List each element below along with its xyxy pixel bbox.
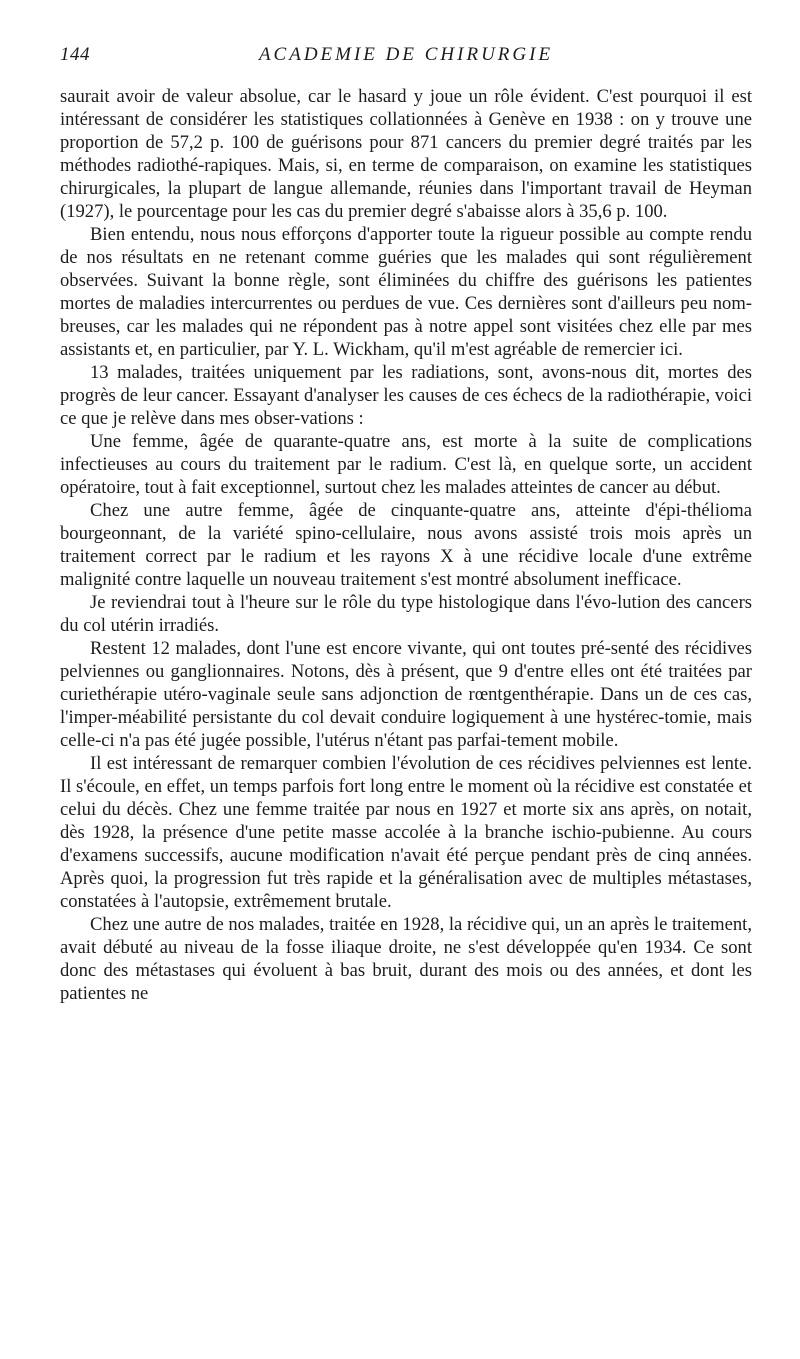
running-head (60, 44, 752, 72)
paragraph-case-44: Une femme, âgée de quarante-quatre ans, est morte à la suite de complications infectieuses au cours du traitement par le radium. C'est là, en quelque sorte, un accident opératoire, tout à fait exceptionnel, surtout chez les malades atteintes de cancer au début. (60, 431, 752, 498)
page-number: 144 (60, 44, 90, 65)
paragraph-failures: 13 malades, traitées uniquement par les radiations, sont, avons-nous dit, mortes des progrès de leur cancer. Essayant d'analyser les causes de ces échecs de la radiothérapie, voici ce que je relève dans mes obser-vations : (60, 362, 752, 429)
paragraph-continuation: saurait avoir de valeur absolue, car le hasard y joue un rôle évident. C'est pourquoi il est intéressant de considérer les statistiques collationnées à Genève en 1938 : on y trouve une proportion de 57,2 p. 100 de guérisons pour 871 cancers du premier degré traités par les méthodes radiothé-rapiques. Mais, si, en terme de comparaison, on examine les statistiques chirurgicales, la plupart de langue allemande, réunies dans l'important travail de Heyman (1927), le pourcentage pour les cas du premier degré s'abaisse alors à 35,6 p. 100. (60, 86, 752, 222)
paragraph-rigor: Bien entendu, nous nous efforçons d'apporter toute la rigueur possible au compte rendu de nos résultats en ne retenant comme guéries que les malades qui sont régulièrement observées. Suivant la bonne règle, sont éliminées du chiffre des guérisons les patientes mortes de maladies intercurrentes ou perdues de vue. Ces dernières sont d'ailleurs peu nom-breuses, car les malades qui ne répondent pas à notre appel sont visitées chez elle par mes assistants et, en particulier, par Y. L. Wickham, qu'il m'est agréable de remercier ici. (60, 224, 752, 360)
paragraph-case-1928: Chez une autre de nos malades, traitée en 1928, la récidive qui, un an après le traitement, avait débuté au niveau de la fosse iliaque droite, ne s'est développée qu'en 1934. Ce sont donc des métastases qui évoluent à bas bruit, durant des mois ou des années, et dont les patientes ne (60, 914, 752, 1004)
journal-title: ACADEMIE DE CHIRURGIE (258, 44, 554, 65)
paragraph-histology: Je reviendrai tout à l'heure sur le rôle du type histologique dans l'évo-lution des cancers du col utérin irradiés. (60, 592, 752, 636)
paragraph-slow-evolution: Il est intéressant de remarquer combien l'évolution de ces récidives pelviennes est lente. Il s'écoule, en effet, un temps parfois fort long entre le moment où la récidive est constatée et celui du décès. Chez une femme traitée par nous en 1927 et morte six ans après, on notait, dès 1928, la présence d'une petite masse accolée à la branche ischio-pubienne. Au cours d'examens successifs, aucune modification n'avait été perçue pendant près de cinq années. Après quoi, la progression fut très rapide et la généralisation avec de multiples métastases, constatées à l'autopsie, extrêmement brutale. (60, 753, 752, 912)
paragraph-case-54: Chez une autre femme, âgée de cinquante-quatre ans, atteinte d'épi-thélioma bourgeonnant, de la variété spino-cellulaire, nous avons assisté trois mois après un traitement correct par le radium et les rayons X à une récidive locale d'une extrême malignité contre laquelle un nouveau traitement s'est montré absolument inefficace. (60, 500, 752, 590)
article-body (60, 85, 752, 1005)
paragraph-recurrences: Restent 12 malades, dont l'une est encore vivante, qui ont toutes pré-senté des récidives pelviennes ou ganglionnaires. Notons, dès à présent, que 9 d'entre elles ont été traitées par curiethérapie utéro-vaginale seule sans adjonction de rœntgenthérapie. Dans un de ces cas, l'imper-méabilité persistante du col devait conduire logiquement à une hystérec-tomie, mais celle-ci n'a pas été jugée possible, l'utérus n'étant pas parfai-tement mobile. (60, 638, 752, 751)
